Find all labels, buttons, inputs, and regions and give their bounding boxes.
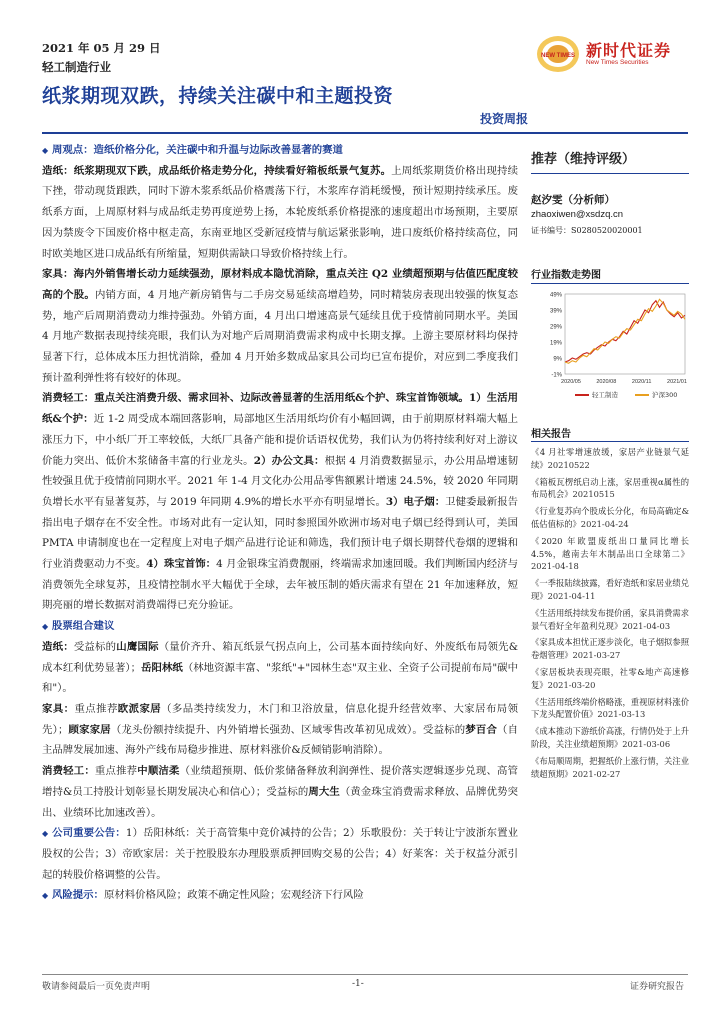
x-tick-label: 2020/05: [561, 379, 581, 385]
x-tick-label: 2021/01: [667, 379, 687, 385]
y-tick-label: -1%: [551, 372, 562, 379]
related-divider: [531, 441, 689, 442]
related-report-item[interactable]: [531, 636, 689, 662]
chart-title: 行业指数走势图: [531, 270, 601, 281]
related-reports-list: [531, 446, 689, 784]
y-tick-label: 9%: [553, 356, 562, 363]
related-report-title: 《成本推动下游纸价高涨，行情仍处于上升阶段，关注业绩超预期》: [531, 726, 689, 749]
page-number: -1-: [352, 979, 364, 989]
related-report-item[interactable]: [531, 666, 689, 692]
related-report-date: 2021-04-03: [622, 620, 671, 631]
related-report-item[interactable]: [531, 446, 689, 472]
analyst-certificate: 证书编号：S0280520020001: [531, 226, 643, 235]
square-bullet-icon: ◆: [42, 890, 49, 901]
paragraph-portfolio-paper: 造纸：受益标的山鹰国际（量价齐升、箱瓦纸景气拐点向上，公司基本面持续向好、外废纸布局领先&成本红利优势显著）；岳阳林纸（林地资源丰富、"浆纸"+"园林生态"双主业、全资子公司提前布局"碳中和"）。: [42, 640, 519, 695]
section-heading-weekly-view: ◆ 周观点：造纸价格分化，关注碳中和升温与边际改善显著的赛道: [42, 140, 518, 161]
related-report-title: 《家居板块表现亮眼，社零&地产高速修复》: [531, 666, 689, 690]
report-type: 投资周报: [480, 112, 529, 126]
related-report-date: 20210522: [547, 459, 590, 470]
related-report-date: 20210515: [572, 489, 615, 500]
paragraph-risk: ◆ 风险提示：原材料价格风险；政策不确定性风险；宏观经济下行风险: [42, 885, 518, 906]
related-report-item[interactable]: [531, 607, 689, 633]
related-report-title: 《2020 年欧盟废纸出口量同比增长 4.5%，越南去年木制品出口全球第二》: [531, 535, 689, 559]
square-bullet-icon: ◆: [42, 828, 49, 839]
paragraph-consumer-light-industry: 消费轻工：重点关注消费升级、需求回补、边际改善显著的生活用纸&个护、珠宝首饰领域。1）生活用纸&个护：近 1-2 周受成本端回落影响，局部地区生活用纸均价有小幅回调，由于前期原材料端大幅上涨压力下，中小纸厂开工率较低，大纸厂具备产能和提价话语权优势，我们认为仍将持续利好对上游议价能力突出、低价木浆储备丰富的行业龙头。2）办公文具：根据 4 月消费数据显示，办公用品增速韧性较强且优于疫情前同期水平。2021 年 1-4 月文化办公用品零售额累计增速 24.5%，较 2020 年同期负增长水平有显著复苏，与 2019 年同期 4.9%的增长水平亦有明显增长。3）电子烟：卫健委最新报告指出电子烟存在不安全性。市场对此有一定认知，同时参照国外欧洲市场对电子烟已经得到认可，美国 PMTA 申请制度也在一定程度上对电子烟产品进行论证和筛选，我们预计电子烟长期替代卷烟的逻辑和行业消费驱动力不变。4）珠宝首饰：4 月金银珠宝消费靓丽，终端需求加速回暖。我们判断国内经济与消费领先全球复苏，且疫情控制水平大幅优于全球，去年被压制的婚庆需求有望在 21 年加速释放，短期亮丽的增长数据对消费端得已充分验证。: [42, 392, 519, 612]
logo-mark-text: NEW TIMES: [541, 53, 575, 59]
related-report-item[interactable]: [531, 725, 689, 751]
related-report-title: 《行业复苏向个股成长分化，布局高确定&低估值标的》: [531, 506, 689, 529]
index-trend-chart: [531, 288, 689, 406]
chart-divider: [531, 283, 689, 284]
legend-label: 沪深300: [652, 391, 678, 399]
y-tick-label: 19%: [549, 340, 562, 347]
x-tick-label: 2020/08: [596, 379, 617, 385]
related-report-date: 2021-03-20: [547, 679, 596, 690]
related-report-date: 2021-02-27: [572, 768, 621, 779]
related-report-date: 2021-03-27: [572, 650, 621, 661]
footer-disclaimer: 敬请参阅最后一页免责声明: [42, 982, 151, 992]
related-report-item[interactable]: [531, 535, 689, 573]
related-report-item[interactable]: [531, 577, 689, 603]
related-report-title: 《生活用纸持续发布提价函，家具消费需求景气看好全年盈利兑现》: [531, 607, 689, 631]
related-report-date: 2021-03-13: [597, 709, 646, 720]
related-reports-title: 相关报告: [531, 429, 571, 440]
related-report-title: 《4 月社零增速放缓，家居产业链景气延续》: [531, 447, 689, 470]
page-title: 纸浆期现双跌，持续关注碳中和主题投资: [42, 85, 394, 107]
paragraph-announcements: ◆ 公司重要公告：1）岳阳林纸：关于高管集中竞价减持的公告；2）乐歌股份：关于转让宁波浙东置业股权的公告；3）帝欧家居：关于控股股东办理股票质押回购交易的公告；4）好莱客：关于权益分派引起的转股价格调整的公告。: [42, 823, 518, 885]
paragraph-portfolio-furniture: 家具：重点推荐欧派家居（多品类持续发力，木门和卫浴放量，信息化提升经营效率、大家居布局领先）；顾家家居（龙头份额持续提升、内外销增长强劲、区域零售改革初见成效）。受益标的梦百合（自主品牌发展加速、海外产线布局稳步推进、原材料涨价&反倾销影响消除）。: [42, 702, 519, 757]
rating-label: 推荐（维持评级）: [531, 152, 636, 167]
brand-logo: [536, 34, 686, 74]
main-column: [42, 140, 518, 906]
legend-label: 轻工制造: [592, 391, 618, 399]
y-tick-label: 39%: [549, 308, 562, 315]
paragraph-furniture: 家具：海内外销售增长动力延续强劲，原材料成本隐忧消除，重点关注 Q2 业绩超预期与估值匹配度较高的个股。内销方面，4 月地产新房销售与二手房交易延续高增趋势，同时精装房表现出较强的恢复态势，地产后周期消费动力维持强劲。外销方面，4 月出口增速高景气延续且优于疫情前同期水平。美国 4 月地产数据表现持续亮眼，我们认为对地产后周期消费需求构成中长期支撑。上游主要原材料均保持显著下行，总体成本压力担忧消除，叠加 4 月开始多数成品家具公司均已宣布提价，对应到二季度我们预计盈利弹性将有较好的体现。: [42, 268, 518, 384]
square-bullet-icon: ◆: [42, 145, 49, 155]
footer-report-label: 证券研究报告: [630, 982, 685, 992]
related-report-item[interactable]: [531, 505, 689, 531]
report-date: 2021 年 05 月 29 日: [42, 41, 161, 55]
industry-label: 轻工制造行业: [42, 60, 111, 74]
logo-mark-icon: [536, 34, 582, 74]
title-divider: [42, 132, 688, 134]
footer-divider: [42, 974, 688, 975]
paragraph-portfolio-consumer: 消费轻工：重点推荐中顺洁柔（业绩超预期、低价浆储备释放利润弹性、提价落实逻辑逐步兑现、高管增持&员工持股计划彰显长期发展决心和信心）；受益标的周大生（黄金珠宝消费需求释放、品牌优势突出、业绩环比加速改善）。: [42, 765, 519, 819]
related-report-date: 2021-03-06: [622, 738, 671, 749]
related-report-date: 2021-04-24: [580, 518, 629, 529]
related-report-title: 《家具成本担忧正逐步淡化，电子烟拟参照卷烟管理》: [531, 637, 689, 661]
logo-chinese-name: 新时代证券: [586, 41, 672, 60]
y-tick-label: 49%: [549, 292, 562, 299]
chart-frame: [565, 294, 685, 374]
logo-english-name: New Times Securities: [586, 59, 649, 66]
related-report-title: 《生活用纸终端价格略涨，重视原材料涨价下龙头配置价值》: [531, 696, 689, 720]
sidebar-divider: [531, 173, 689, 174]
analyst-name: 赵汐雯（分析师）: [531, 194, 615, 206]
related-report-item[interactable]: [531, 755, 689, 781]
related-report-item[interactable]: [531, 696, 689, 722]
section-heading-portfolio: ◆ 股票组合建议: [42, 616, 518, 637]
paragraph-paper: 造纸：纸浆期现双下跌，成品纸价格走势分化，持续看好箱板纸景气复苏。上周纸浆期货价格出现持续下挫，带动现货跟跌，同时下游木浆系纸品价格震荡下行，木浆库存消耗缓慢，预计短期持续承压。废纸系方面，上周原材料与成品纸走势再度逆势上扬，本轮废纸系价格提涨的速度超出市场预期，主要原因为禁废令下国废价格中枢走高，东南亚地区受新冠疫情与航运紧张影响，进口废纸价格持续高位，同时欧美地区进口成品纸有所缩量，短期供需缺口导致价格持续上行。: [42, 164, 519, 260]
square-bullet-icon: ◆: [42, 621, 49, 632]
related-report-title: 《布局顺周期，把握纸价上涨行情，关注业绩超预期》: [531, 755, 689, 779]
analyst-email[interactable]: zhaoxiwen@xsdzq.cn: [531, 209, 624, 220]
related-report-item[interactable]: [531, 476, 689, 502]
related-report-date: 2021-04-11: [547, 590, 596, 601]
x-tick-label: 2020/11: [631, 379, 652, 385]
related-report-title: 《箱板瓦楞纸启动上涨，家居重视α属性的布局机会》: [531, 476, 689, 500]
related-report-title: 《一季报陆续披露，看好造纸和家居业绩兑现》: [531, 578, 689, 601]
y-tick-label: 29%: [549, 324, 562, 331]
related-report-date: 2021-04-18: [531, 561, 579, 572]
